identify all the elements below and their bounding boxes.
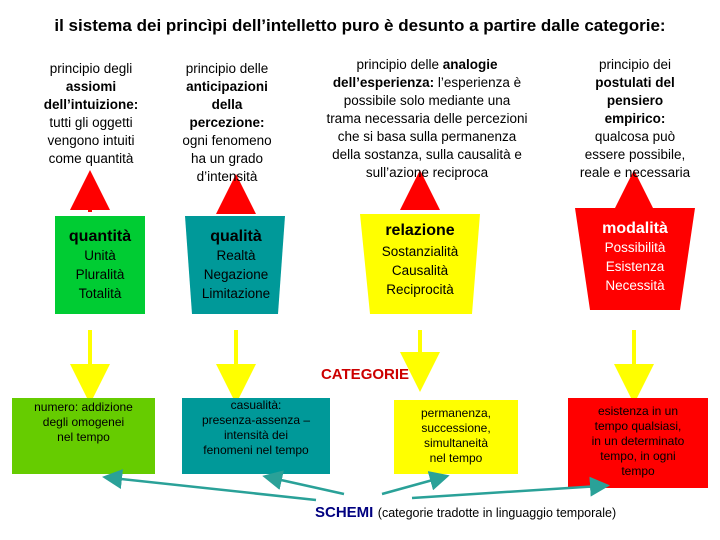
category-item: Reciprocità	[386, 282, 454, 297]
category-item: Unità	[84, 248, 116, 263]
schema-relazione	[396, 406, 516, 466]
schema-line: nel tempo	[57, 430, 110, 444]
category-relazione	[362, 222, 478, 299]
principle-line: come quantità	[48, 151, 134, 166]
schema-line: presenza-assenza –	[201, 413, 311, 427]
teal-arrow-3	[382, 478, 440, 494]
schema-line: esistenza in un	[597, 404, 679, 418]
principle-line: anticipazioni	[186, 79, 268, 94]
category-name: quantità	[68, 228, 132, 245]
schema-line: degli omogenei	[42, 415, 125, 429]
category-item: Realtà	[216, 248, 256, 263]
schema-line: tempo qualsiasi,	[594, 419, 682, 433]
category-items	[578, 238, 692, 295]
category-item: Necessità	[605, 278, 665, 293]
principle-line: possibile solo mediante una	[343, 93, 511, 108]
schema-line: numero: addizione	[34, 400, 133, 414]
principle-line: ha un grado	[190, 151, 264, 166]
principle-line: empirico:	[604, 111, 666, 126]
principle-line: principio delle analogie	[356, 57, 498, 72]
category-name: relazione	[385, 222, 455, 239]
schema-line: simultaneità	[423, 436, 489, 450]
diagram-title: il sistema dei princìpi dell’intelletto puro è desunto a partire dalle categorie:	[54, 16, 666, 35]
schema-line: successione,	[421, 421, 491, 435]
principle-analogie	[296, 56, 558, 182]
principle-line: pensiero	[606, 93, 664, 108]
schema-qualita	[184, 398, 328, 458]
category-modalita	[578, 220, 692, 295]
category-qualita	[186, 228, 286, 303]
schema-line: fenomeni nel tempo	[203, 443, 309, 457]
principle-line: dell’intuizione:	[43, 97, 139, 112]
category-item: Causalità	[391, 263, 449, 278]
teal-arrow-4	[412, 486, 600, 498]
category-item: Esistenza	[605, 259, 665, 274]
schema-line: casualità:	[230, 398, 282, 412]
category-items	[55, 246, 145, 303]
category-item: Possibilità	[604, 240, 666, 255]
category-item: Sostanzialità	[381, 244, 459, 259]
category-items	[186, 246, 286, 303]
principle-anticipazioni	[168, 60, 286, 186]
principle-line: essere possibile,	[584, 147, 686, 162]
principle-assiomi	[22, 60, 160, 168]
principle-line: che si basa sulla permanenza	[337, 129, 517, 144]
schema-line: in un determinato	[591, 434, 685, 448]
schema-line: tempo	[621, 464, 655, 478]
principle-line: tutti gli oggetti	[49, 115, 133, 130]
schemi-label: SCHEMI	[315, 504, 374, 521]
schema-line: nel tempo	[429, 451, 483, 465]
principle-line: reale e necessaria	[579, 165, 691, 180]
principle-line: qualcosa può	[594, 129, 676, 144]
principle-line: ogni fenomeno	[182, 133, 272, 148]
schema-quantita	[14, 400, 153, 445]
category-item: Totalità	[78, 286, 122, 301]
principle-line: della sostanza, sulla causalità e	[332, 147, 522, 162]
principle-line: assiomi	[65, 79, 117, 94]
principle-postulati	[562, 56, 708, 182]
category-name: modalità	[602, 220, 668, 237]
principle-line: vengono intuiti	[47, 133, 135, 148]
principle-bold: dell’esperienza:	[332, 75, 435, 90]
principle-line: principio delle	[185, 61, 269, 76]
category-quantita	[55, 228, 145, 303]
schema-line: permanenza,	[420, 406, 492, 420]
principle-line: percezione:	[189, 115, 265, 130]
schema-modalita	[570, 404, 706, 479]
principle-bold: analogie	[442, 57, 498, 72]
principle-line: della	[211, 97, 243, 112]
principle-line: postulati del	[595, 75, 675, 90]
principle-line: principio dei	[598, 57, 672, 72]
principle-line: d’intensità	[196, 169, 258, 184]
schemi-caption	[315, 504, 715, 522]
principle-line: dell’esperienza: l’esperienza è	[332, 75, 522, 90]
schema-line: tempo, in ogni	[600, 449, 676, 463]
principle-line: sull’azione reciproca	[365, 165, 489, 180]
schemi-arrows	[112, 478, 600, 500]
category-item: Limitazione	[201, 286, 271, 301]
categorie-label: CATEGORIE	[320, 366, 410, 383]
teal-arrow-2	[272, 478, 344, 494]
schema-line: intensità dei	[223, 428, 289, 442]
category-items	[362, 242, 478, 299]
principle-line: trama necessaria delle percezioni	[326, 111, 528, 126]
category-item: Pluralità	[75, 267, 125, 282]
category-item: Negazione	[203, 267, 269, 282]
red-arrows	[90, 190, 634, 212]
schemi-note: (categorie tradotte in linguaggio temporale)	[377, 506, 617, 520]
category-name: qualità	[210, 228, 262, 245]
principle-line: principio degli	[49, 61, 133, 76]
